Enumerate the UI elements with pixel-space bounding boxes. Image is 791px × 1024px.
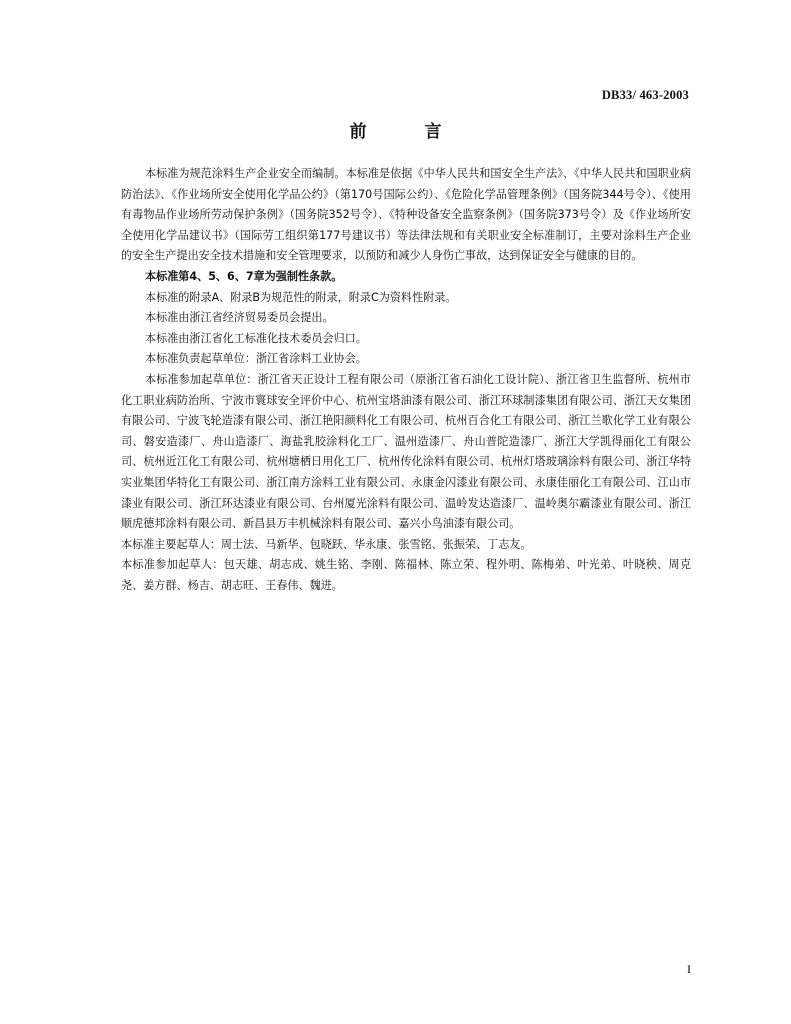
foreword-paragraph-main-drafters: 本标准主要起草人：周士法、马新华、包晓跃、华永康、张雪铭、张振荣、丁志友。 <box>121 537 532 551</box>
foreword-paragraph-appendices: 本标准的附录A、附录B为规范性的附录，附录C为资料性附录。 <box>145 290 457 304</box>
foreword-paragraph-centralized: 本标准由浙江省化工标准化技术委员会归口。 <box>145 331 367 345</box>
foreword-paragraph-mandatory-clauses: 本标准第4、5、6、7章为强制性条款。 <box>145 269 343 283</box>
foreword-paragraph-lead-drafter: 本标准负责起草单位：浙江省涂料工业协会。 <box>145 352 367 366</box>
foreword-paragraph-participating-units: 本标准参加起草单位：浙江省天正设计工程有限公司（原浙江省石油化工设计院）、浙江省卫生监督所、杭州市化工职业病防治所、宁波市寰球安全评价中心、杭州宝塔油漆有限公司、浙江环球制漆集团有限公司、浙江天女集团有限公司、宁波飞轮造漆有限公司、浙江艳阳颜料化工有限公司、杭州百合化工有限公司、浙江兰歌化学工业有限公司、磐安造漆厂、舟山造漆厂、海盐乳胶涂料化工厂、温州造漆厂、舟山普陀造漆厂、浙江大学凯得丽化工有限公司、杭州近江化工有限公司、杭州塘栖日用化工厂、杭州传化涂料有限公司、杭州灯塔玻璃涂料有限公司、浙江华特实业集团华特化工有限公司、浙江南方涂料工业有限公司、永康金闪漆业有限公司、永康佳丽化工有限公司、江山市漆业有限公司、浙江环达漆业有限公司、台州厦光涂料有限公司、温岭发达造漆厂、温岭奥尔霸漆业有限公司、浙江顺虎德邦涂料有限公司、新昌县万丰机械涂料有限公司、嘉兴小鸟油漆有限公司。 <box>121 372 691 531</box>
foreword-paragraph-purpose: 本标准为规范涂料生产企业安全而编制。本标准是依据《中华人民共和国安全生产法》、《中华人民共和国职业病防治法》、《作业场所安全使用化学品公约》（第170号国际公约）、《危险化学品管理条例》（国务院344号令）、《使用有毒物品作业场所劳动保护条例》（国务院352号令）、《特种设备安全监察条例》（国务院373号令）及《作业场所安全使用化学品建议书》（国际劳工组织第177号建议书）等法律法规和有关职业安全标准制订，主要对涂料生产企业的安全生产提出安全技术措施和安全管理要求，以预防和减少人身伤亡事故，达到保证安全与健康的目的。 <box>121 167 691 263</box>
page-number: I <box>687 962 691 976</box>
foreword-body <box>121 164 691 596</box>
foreword-paragraph-proposer: 本标准由浙江省经济贸易委员会提出。 <box>145 311 334 325</box>
standard-code: DB33/ 463-2003 <box>601 88 689 102</box>
page-title: 前 言 <box>349 122 468 142</box>
foreword-paragraph-participating-drafters: 本标准参加起草人：包天雄、胡志成、姚生铭、李刚、陈福林、陈立荣、程外明、陈梅弟、叶光弟、叶晓秧、周克尧、姜方群、杨吉、胡志旺、王春伟、魏进。 <box>121 558 691 592</box>
